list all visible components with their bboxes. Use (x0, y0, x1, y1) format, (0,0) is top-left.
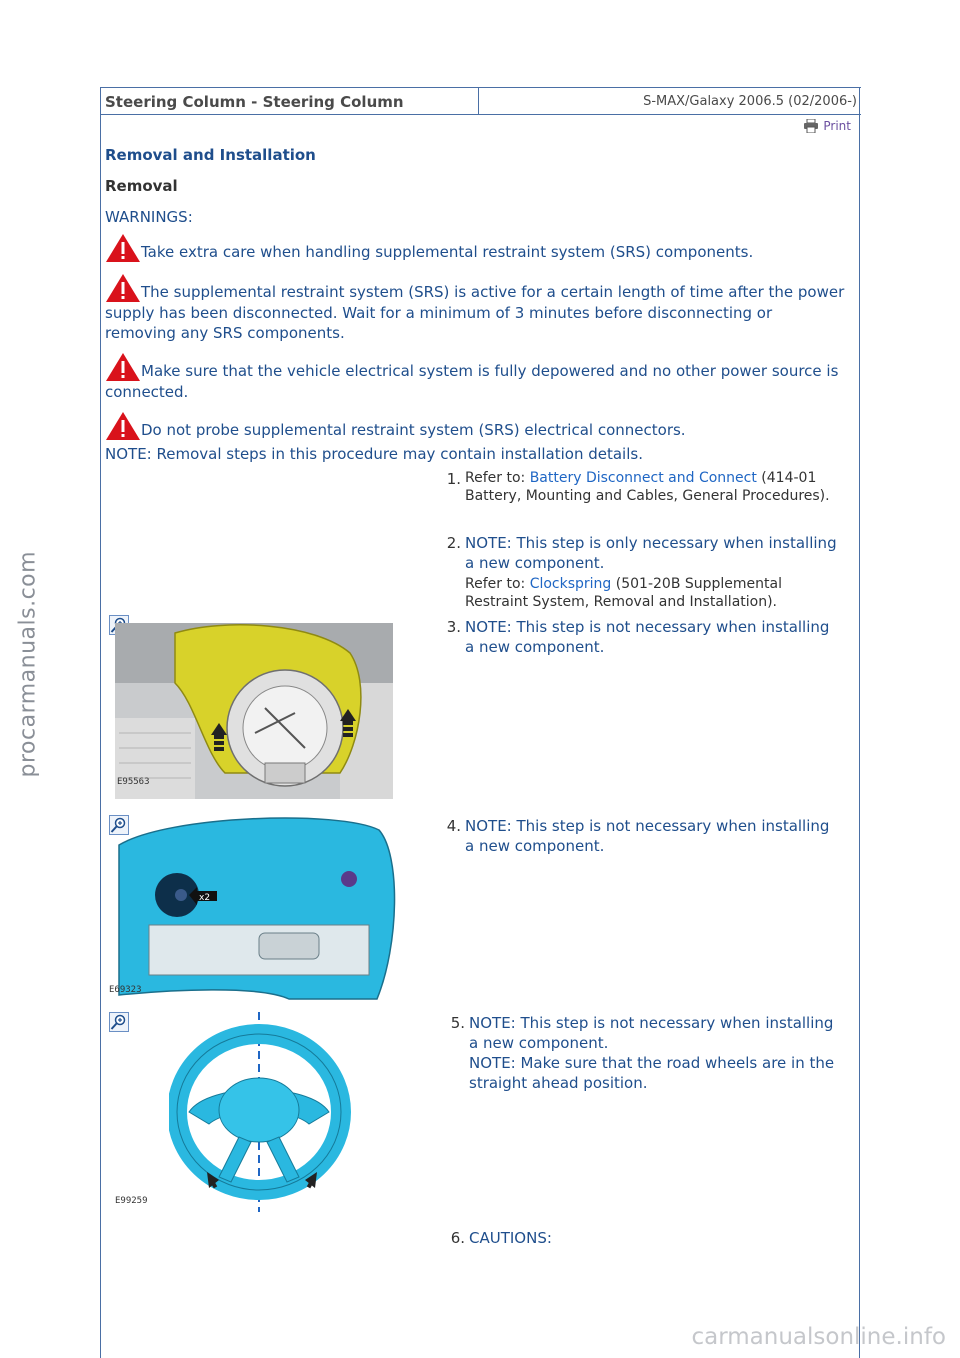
callout-x2: x2 (199, 893, 211, 903)
refer-label: Refer to: (465, 576, 530, 592)
warning-4-text: Do not probe supplemental restraint system (SRS) electrical connectors. (141, 421, 686, 439)
header-model: S-MAX/Galaxy 2006.5 (02/2006-) (643, 94, 857, 109)
warning-triangle-icon (105, 273, 141, 303)
warning-triangle-icon (105, 411, 141, 441)
general-note: NOTE: Removal steps in this procedure may contain installation details. (105, 445, 643, 463)
section-title: Removal and Installation (105, 146, 316, 164)
step-note-2: NOTE: Make sure that the road wheels are in the straight ahead position. (469, 1054, 835, 1092)
subsection-title: Removal (105, 177, 178, 195)
print-button[interactable] (803, 119, 851, 133)
side-watermark-text: procarmanuals.com (15, 550, 41, 778)
refer-rest: (501-20B Supplemental Restraint System, Removal and Installation). (465, 576, 782, 610)
zoom-icon[interactable] (109, 1012, 129, 1032)
warning-3 (105, 352, 845, 402)
print-label: Print (823, 119, 851, 133)
figure-id: E69323 (109, 985, 142, 995)
step-cautions-label: CAUTIONS: (469, 1229, 552, 1247)
refer-rest: (414-01 Battery, Mounting and Cables, General Procedures). (465, 470, 830, 504)
side-watermark (8, 550, 48, 780)
warning-2-text: The supplemental restraint system (SRS) is active for a certain length of time after the power supply has been disconnected. Wait for a minimum of 3 minutes before disconnecting or removing any SRS components. (105, 283, 845, 342)
steering-wheel-illustration (169, 1012, 399, 1212)
warning-triangle-icon (105, 352, 141, 382)
warning-3-text: Make sure that the vehicle electrical system is fully depowered and no other power source is connected. (105, 362, 839, 401)
figure-id: E95563 (117, 777, 150, 787)
step-number: 1. (446, 470, 461, 488)
step-number: 6. (450, 1229, 465, 1247)
warning-1-text: Take extra care when handling supplemental restraint system (SRS) components. (141, 243, 754, 261)
link-battery-disconnect[interactable]: Battery Disconnect and Connect (529, 470, 757, 486)
warnings-label: WARNINGS: (105, 208, 193, 226)
figure-steering-wheel (109, 1012, 399, 1212)
step-number: 5. (450, 1014, 465, 1032)
header-title: Steering Column - Steering Column (101, 88, 479, 114)
figure-steering-column-shroud (109, 615, 399, 801)
warning-2 (105, 273, 845, 343)
steering-shroud-illustration (115, 623, 393, 799)
step-note: NOTE: This step is only necessary when installing a new component. (465, 534, 837, 572)
document-header (101, 87, 861, 115)
step-note: NOTE: This step is not necessary when installing a new component. (465, 817, 830, 855)
warning-1 (105, 233, 845, 263)
document-page (100, 87, 860, 1358)
step-number: 4. (446, 817, 461, 835)
step-number: 3. (446, 618, 461, 636)
airbag-module-illustration (109, 815, 401, 1001)
printer-icon (803, 119, 819, 133)
step-note: NOTE: This step is not necessary when installing a new component. (465, 618, 830, 656)
step-number: 2. (446, 534, 461, 552)
bottom-watermark: carmanualsonline.info (691, 1324, 946, 1350)
figure-airbag-module (109, 815, 404, 1001)
warning-triangle-icon (105, 233, 141, 263)
refer-label: Refer to: (465, 470, 530, 486)
figure-id: E99259 (115, 1196, 148, 1206)
link-clockspring[interactable]: Clockspring (529, 576, 612, 592)
step-note: NOTE: This step is not necessary when installing a new component. (469, 1014, 834, 1052)
warning-4 (105, 411, 845, 441)
